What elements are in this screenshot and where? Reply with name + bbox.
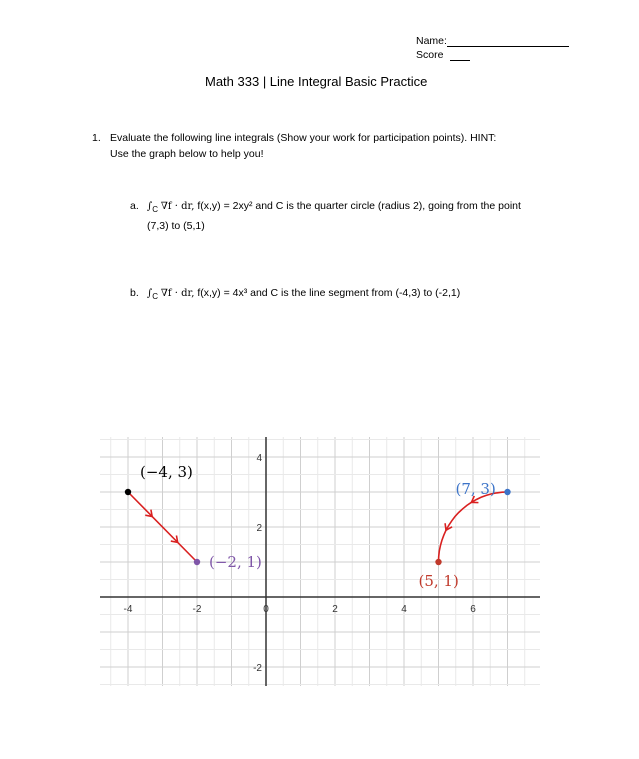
point-label: (5, 1) <box>418 572 459 590</box>
question-text-line1: Evaluate the following line integrals (Show your work for participation points). HINT: <box>110 132 497 144</box>
part-a-fx: f(x,y) = 2xy² and C is the quarter circle (radius 2), going from the point <box>197 200 521 212</box>
point <box>435 559 441 565</box>
point <box>194 559 200 565</box>
part-a-letter: a. <box>130 200 139 212</box>
part-b-fx: f(x,y) = 4x³ and C is the line segment from (-4,3) to (-2,1) <box>197 287 461 299</box>
point-label: (−4, 3) <box>140 463 193 481</box>
part-a-fx2: (7,3) to (5,1) <box>147 220 205 233</box>
integral-sub: C <box>152 292 158 302</box>
x-tick-label: 0 <box>263 604 269 615</box>
name-label: Name: <box>416 35 447 47</box>
integral-symbol: ∫ <box>147 201 153 212</box>
tick-labels <box>124 453 477 674</box>
question-text-line2: Use the graph below to help you! <box>110 148 264 160</box>
part-b-expr: ∇f · dr, <box>160 288 195 299</box>
y-tick-label: -2 <box>253 663 262 674</box>
x-tick-label: -2 <box>192 604 202 615</box>
x-tick-label: 4 <box>401 604 407 615</box>
page-title: Math 333 | Line Integral Basic Practice <box>205 74 428 89</box>
point <box>125 489 131 495</box>
part-b-letter: b. <box>130 287 139 299</box>
y-tick-label: 2 <box>256 523 262 534</box>
integral-symbol: ∫ <box>147 288 153 299</box>
score-label: Score <box>416 49 444 61</box>
part-a-expr: ∇f · dr, <box>160 201 195 212</box>
x-tick-label: 2 <box>332 604 338 615</box>
integral-sub: C <box>152 205 158 215</box>
point-label: (7, 3) <box>455 480 496 498</box>
question-number: 1. <box>92 132 101 144</box>
point-label: (−2, 1) <box>209 553 262 571</box>
x-tick-label: -4 <box>123 604 133 615</box>
point <box>504 489 510 495</box>
y-tick-label: 4 <box>256 453 262 464</box>
x-tick-label: 6 <box>470 604 476 615</box>
